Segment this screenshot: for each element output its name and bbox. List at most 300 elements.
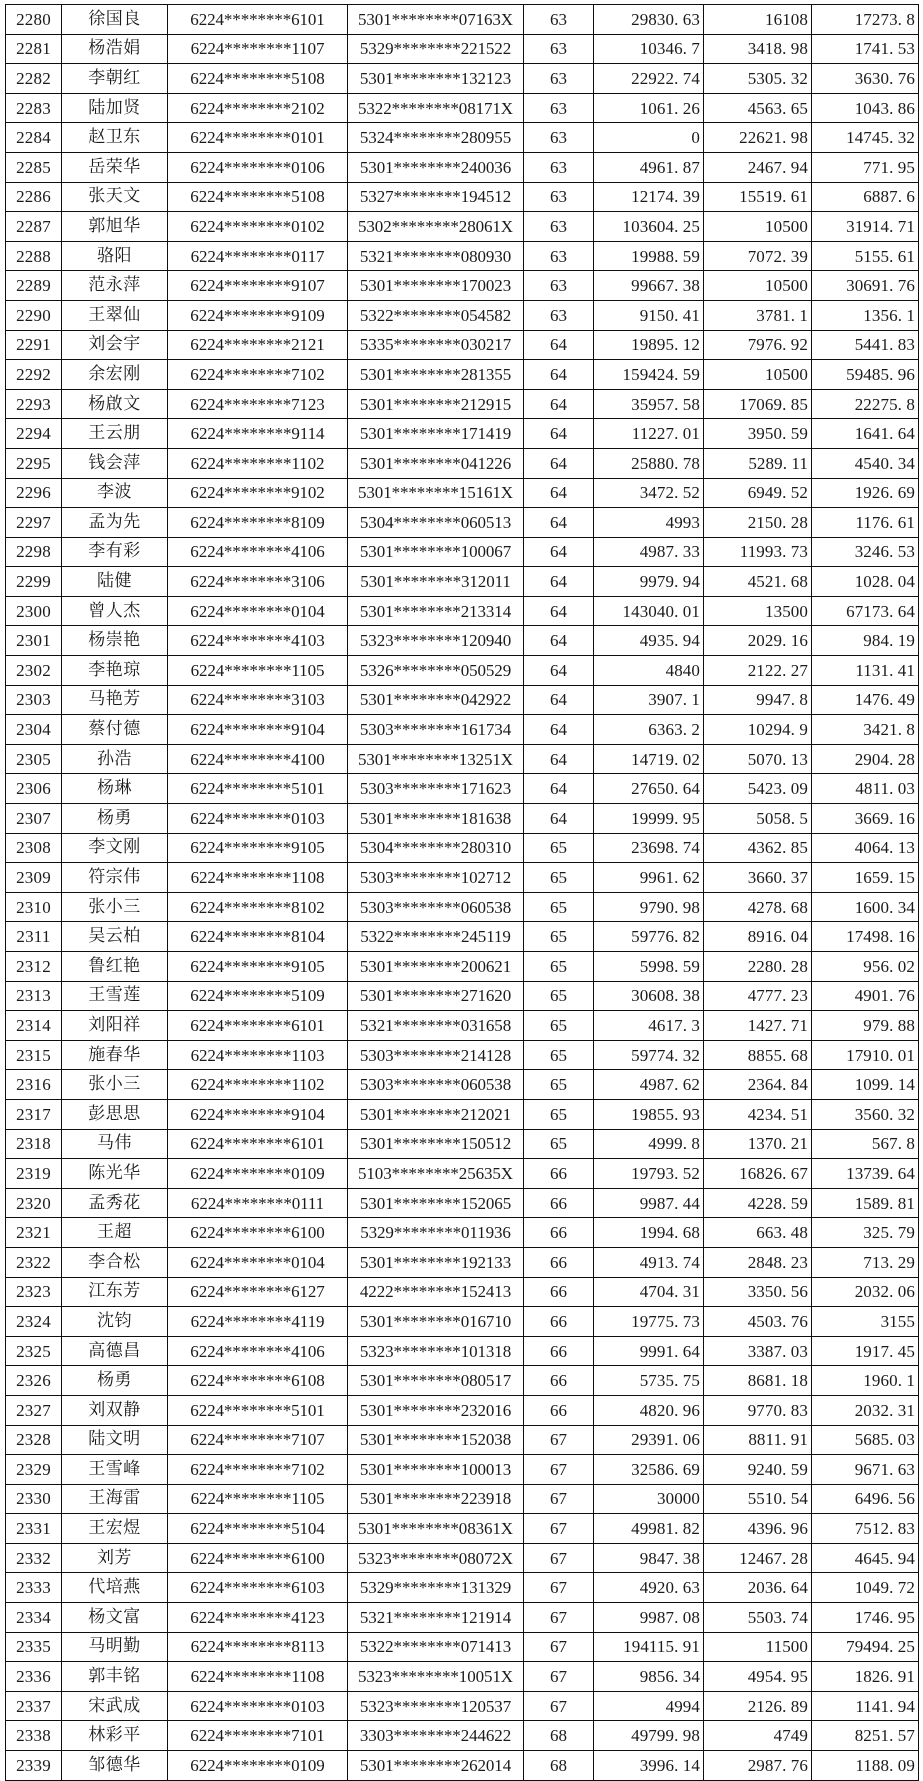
table-row[interactable] bbox=[6, 626, 919, 656]
cell-amount-secondary: 9947. 8 bbox=[704, 685, 812, 715]
cell-amount-principal: 5735. 75 bbox=[594, 1366, 704, 1396]
cell-id-card-number-masked: 5301********240036 bbox=[348, 152, 524, 182]
table-row[interactable] bbox=[6, 1070, 919, 1100]
cell-row-index: 2331 bbox=[6, 1514, 62, 1544]
cell-row-index: 2317 bbox=[6, 1099, 62, 1129]
table-row[interactable] bbox=[6, 271, 919, 301]
cell-id-card-number-masked: 5301********281355 bbox=[348, 360, 524, 390]
cell-amount-principal: 25880. 78 bbox=[594, 448, 704, 478]
cell-account-holder-name: 陈光华 bbox=[62, 1159, 168, 1189]
table-row[interactable] bbox=[6, 833, 919, 863]
cell-amount-tertiary: 1589. 81 bbox=[812, 1188, 919, 1218]
cell-amount-tertiary: 2904. 28 bbox=[812, 744, 919, 774]
cell-amount-tertiary: 713. 29 bbox=[812, 1247, 919, 1277]
cell-age: 64 bbox=[524, 656, 594, 686]
cell-amount-principal: 103604. 25 bbox=[594, 212, 704, 242]
cell-account-holder-name: 刘阳祥 bbox=[62, 1011, 168, 1041]
cell-amount-tertiary: 30691. 76 bbox=[812, 271, 919, 301]
cell-id-card-number-masked: 5103********25635X bbox=[348, 1159, 524, 1189]
cell-id-card-number-masked: 5323********120537 bbox=[348, 1691, 524, 1721]
table-row[interactable] bbox=[6, 123, 919, 153]
cell-row-index: 2303 bbox=[6, 685, 62, 715]
cell-age: 68 bbox=[524, 1721, 594, 1751]
cell-row-index: 2299 bbox=[6, 567, 62, 597]
cell-amount-principal: 14719. 02 bbox=[594, 744, 704, 774]
cell-account-holder-name: 施春华 bbox=[62, 1040, 168, 1070]
cell-id-card-number-masked: 5303********102712 bbox=[348, 863, 524, 893]
cell-row-index: 2314 bbox=[6, 1011, 62, 1041]
cell-amount-tertiary: 1141. 94 bbox=[812, 1691, 919, 1721]
cell-row-index: 2328 bbox=[6, 1425, 62, 1455]
table-row[interactable] bbox=[6, 182, 919, 212]
cell-amount-secondary: 4278. 68 bbox=[704, 892, 812, 922]
cell-amount-tertiary: 79494. 25 bbox=[812, 1632, 919, 1662]
cell-amount-secondary: 7976. 92 bbox=[704, 330, 812, 360]
cell-row-index: 2306 bbox=[6, 774, 62, 804]
cell-amount-secondary: 4503. 76 bbox=[704, 1307, 812, 1337]
cell-amount-tertiary: 1356. 1 bbox=[812, 300, 919, 330]
cell-account-holder-name: 李波 bbox=[62, 478, 168, 508]
cell-amount-secondary: 2036. 64 bbox=[704, 1573, 812, 1603]
cell-amount-principal: 9150. 41 bbox=[594, 300, 704, 330]
cell-age: 67 bbox=[524, 1691, 594, 1721]
cell-bank-card-number-masked: 6224********7102 bbox=[168, 1455, 348, 1485]
cell-bank-card-number-masked: 6224********9104 bbox=[168, 1099, 348, 1129]
cell-account-holder-name: 鲁红艳 bbox=[62, 952, 168, 982]
cell-amount-principal: 4935. 94 bbox=[594, 626, 704, 656]
cell-amount-principal: 19999. 95 bbox=[594, 804, 704, 834]
table-row[interactable] bbox=[6, 241, 919, 271]
table-row[interactable] bbox=[6, 212, 919, 242]
cell-bank-card-number-masked: 6224********5104 bbox=[168, 1514, 348, 1544]
cell-bank-card-number-masked: 6224********6101 bbox=[168, 5, 348, 35]
table-row[interactable] bbox=[6, 1395, 919, 1425]
cell-age: 68 bbox=[524, 1751, 594, 1781]
cell-bank-card-number-masked: 6224********1107 bbox=[168, 34, 348, 64]
table-row[interactable] bbox=[6, 1277, 919, 1307]
cell-amount-secondary: 16826. 67 bbox=[704, 1159, 812, 1189]
table-row[interactable] bbox=[6, 300, 919, 330]
cell-bank-card-number-masked: 6224********3103 bbox=[168, 685, 348, 715]
cell-id-card-number-masked: 5323********10051X bbox=[348, 1662, 524, 1692]
cell-amount-secondary: 12467. 28 bbox=[704, 1543, 812, 1573]
cell-id-card-number-masked: 5301********170023 bbox=[348, 271, 524, 301]
cell-amount-secondary: 1370. 21 bbox=[704, 1129, 812, 1159]
cell-bank-card-number-masked: 6224********0101 bbox=[168, 123, 348, 153]
cell-id-card-number-masked: 5321********121914 bbox=[348, 1603, 524, 1633]
cell-age: 67 bbox=[524, 1632, 594, 1662]
cell-amount-secondary: 9770. 83 bbox=[704, 1395, 812, 1425]
cell-bank-card-number-masked: 6224********0104 bbox=[168, 596, 348, 626]
cell-row-index: 2296 bbox=[6, 478, 62, 508]
cell-bank-card-number-masked: 6224********1102 bbox=[168, 448, 348, 478]
cell-row-index: 2312 bbox=[6, 952, 62, 982]
cell-id-card-number-masked: 5303********060538 bbox=[348, 892, 524, 922]
cell-row-index: 2325 bbox=[6, 1336, 62, 1366]
cell-amount-principal: 159424. 59 bbox=[594, 360, 704, 390]
cell-amount-tertiary: 1049. 72 bbox=[812, 1573, 919, 1603]
cell-id-card-number-masked: 5321********031658 bbox=[348, 1011, 524, 1041]
table-row[interactable] bbox=[6, 1188, 919, 1218]
cell-age: 63 bbox=[524, 152, 594, 182]
cell-id-card-number-masked: 5322********054582 bbox=[348, 300, 524, 330]
table-row[interactable] bbox=[6, 1247, 919, 1277]
cell-age: 67 bbox=[524, 1573, 594, 1603]
cell-row-index: 2290 bbox=[6, 300, 62, 330]
cell-row-index: 2309 bbox=[6, 863, 62, 893]
table-row[interactable] bbox=[6, 1721, 919, 1751]
cell-row-index: 2293 bbox=[6, 389, 62, 419]
cell-amount-tertiary: 2032. 06 bbox=[812, 1277, 919, 1307]
table-row[interactable] bbox=[6, 1307, 919, 1337]
cell-amount-secondary: 10500 bbox=[704, 212, 812, 242]
cell-row-index: 2326 bbox=[6, 1366, 62, 1396]
cell-amount-principal: 19895. 12 bbox=[594, 330, 704, 360]
cell-amount-tertiary: 1188. 09 bbox=[812, 1751, 919, 1781]
cell-age: 66 bbox=[524, 1188, 594, 1218]
cell-bank-card-number-masked: 6224********9107 bbox=[168, 271, 348, 301]
cell-amount-tertiary: 4064. 13 bbox=[812, 833, 919, 863]
cell-account-holder-name: 符宗伟 bbox=[62, 863, 168, 893]
table-row[interactable] bbox=[6, 596, 919, 626]
cell-amount-principal: 4913. 74 bbox=[594, 1247, 704, 1277]
cell-age: 66 bbox=[524, 1395, 594, 1425]
cell-bank-card-number-masked: 6224********8113 bbox=[168, 1632, 348, 1662]
cell-amount-tertiary: 6496. 56 bbox=[812, 1484, 919, 1514]
table-row[interactable] bbox=[6, 1632, 919, 1662]
cell-bank-card-number-masked: 6224********5108 bbox=[168, 182, 348, 212]
cell-amount-tertiary: 22275. 8 bbox=[812, 389, 919, 419]
table-row[interactable] bbox=[6, 1159, 919, 1189]
cell-account-holder-name: 李朝红 bbox=[62, 64, 168, 94]
table-row[interactable] bbox=[6, 508, 919, 538]
cell-amount-tertiary: 8251. 57 bbox=[812, 1721, 919, 1751]
cell-amount-secondary: 3387. 03 bbox=[704, 1336, 812, 1366]
cell-amount-principal: 5998. 59 bbox=[594, 952, 704, 982]
cell-account-holder-name: 郭丰铭 bbox=[62, 1662, 168, 1692]
cell-bank-card-number-masked: 6224********2121 bbox=[168, 330, 348, 360]
cell-bank-card-number-masked: 6224********2102 bbox=[168, 93, 348, 123]
cell-bank-card-number-masked: 6224********7102 bbox=[168, 360, 348, 390]
cell-id-card-number-masked: 5329********011936 bbox=[348, 1218, 524, 1248]
cell-row-index: 2305 bbox=[6, 744, 62, 774]
cell-amount-tertiary: 17273. 8 bbox=[812, 5, 919, 35]
cell-age: 63 bbox=[524, 64, 594, 94]
cell-age: 64 bbox=[524, 744, 594, 774]
table-row[interactable] bbox=[6, 1336, 919, 1366]
cell-id-card-number-masked: 5301********262014 bbox=[348, 1751, 524, 1781]
cell-amount-secondary: 4749 bbox=[704, 1721, 812, 1751]
cell-amount-secondary: 4396. 96 bbox=[704, 1514, 812, 1544]
cell-bank-card-number-masked: 6224********1108 bbox=[168, 1662, 348, 1692]
cell-amount-secondary: 13500 bbox=[704, 596, 812, 626]
table-row[interactable] bbox=[6, 1425, 919, 1455]
cell-amount-secondary: 2987. 76 bbox=[704, 1751, 812, 1781]
cell-amount-principal: 4987. 62 bbox=[594, 1070, 704, 1100]
cell-account-holder-name: 刘双静 bbox=[62, 1395, 168, 1425]
cell-age: 63 bbox=[524, 34, 594, 64]
cell-bank-card-number-masked: 6224********5108 bbox=[168, 64, 348, 94]
cell-id-card-number-masked: 5301********100013 bbox=[348, 1455, 524, 1485]
table-row[interactable] bbox=[6, 1366, 919, 1396]
cell-amount-secondary: 17069. 85 bbox=[704, 389, 812, 419]
cell-age: 67 bbox=[524, 1425, 594, 1455]
table-row[interactable] bbox=[6, 34, 919, 64]
cell-account-holder-name: 林彩平 bbox=[62, 1721, 168, 1751]
cell-amount-tertiary: 5441. 83 bbox=[812, 330, 919, 360]
cell-age: 67 bbox=[524, 1543, 594, 1573]
cell-amount-principal: 6363. 2 bbox=[594, 715, 704, 745]
cell-row-index: 2308 bbox=[6, 833, 62, 863]
table-row[interactable] bbox=[6, 389, 919, 419]
table-row[interactable] bbox=[6, 774, 919, 804]
cell-age: 64 bbox=[524, 330, 594, 360]
cell-amount-principal: 4920. 63 bbox=[594, 1573, 704, 1603]
cell-bank-card-number-masked: 6224********7101 bbox=[168, 1721, 348, 1751]
cell-amount-principal: 22922. 74 bbox=[594, 64, 704, 94]
cell-bank-card-number-masked: 6224********1105 bbox=[168, 656, 348, 686]
cell-id-card-number-masked: 5322********245119 bbox=[348, 922, 524, 952]
cell-amount-secondary: 10294. 9 bbox=[704, 715, 812, 745]
cell-amount-tertiary: 956. 02 bbox=[812, 952, 919, 982]
table-row[interactable] bbox=[6, 478, 919, 508]
cell-id-card-number-masked: 3303********244622 bbox=[348, 1721, 524, 1751]
cell-id-card-number-masked: 5301********07163X bbox=[348, 5, 524, 35]
cell-age: 65 bbox=[524, 1011, 594, 1041]
table-row[interactable] bbox=[6, 1484, 919, 1514]
cell-amount-tertiary: 3630. 76 bbox=[812, 64, 919, 94]
cell-id-card-number-masked: 5303********161734 bbox=[348, 715, 524, 745]
cell-row-index: 2288 bbox=[6, 241, 62, 271]
cell-id-card-number-masked: 5301********312011 bbox=[348, 567, 524, 597]
cell-amount-tertiary: 1131. 41 bbox=[812, 656, 919, 686]
table-row[interactable] bbox=[6, 419, 919, 449]
cell-amount-tertiary: 1176. 61 bbox=[812, 508, 919, 538]
cell-amount-principal: 4994 bbox=[594, 1691, 704, 1721]
table-row[interactable] bbox=[6, 1751, 919, 1781]
cell-row-index: 2332 bbox=[6, 1543, 62, 1573]
table-row[interactable] bbox=[6, 330, 919, 360]
table-row[interactable] bbox=[6, 863, 919, 893]
cell-amount-tertiary: 325. 79 bbox=[812, 1218, 919, 1248]
table-row[interactable] bbox=[6, 537, 919, 567]
cell-amount-tertiary: 59485. 96 bbox=[812, 360, 919, 390]
cell-amount-tertiary: 567. 8 bbox=[812, 1129, 919, 1159]
cell-age: 64 bbox=[524, 360, 594, 390]
cell-account-holder-name: 骆阳 bbox=[62, 241, 168, 271]
cell-account-holder-name: 张小三 bbox=[62, 1070, 168, 1100]
cell-amount-principal: 3996. 14 bbox=[594, 1751, 704, 1781]
cell-id-card-number-masked: 5322********08171X bbox=[348, 93, 524, 123]
cell-id-card-number-masked: 5301********223918 bbox=[348, 1484, 524, 1514]
table-row[interactable] bbox=[6, 892, 919, 922]
cell-bank-card-number-masked: 6224********0103 bbox=[168, 1691, 348, 1721]
cell-account-holder-name: 马艳芳 bbox=[62, 685, 168, 715]
cell-account-holder-name: 钱会萍 bbox=[62, 448, 168, 478]
cell-amount-secondary: 5070. 13 bbox=[704, 744, 812, 774]
cell-id-card-number-masked: 5301********041226 bbox=[348, 448, 524, 478]
cell-account-holder-name: 杨啟文 bbox=[62, 389, 168, 419]
cell-row-index: 2329 bbox=[6, 1455, 62, 1485]
cell-age: 65 bbox=[524, 952, 594, 982]
cell-amount-secondary: 9240. 59 bbox=[704, 1455, 812, 1485]
table-row[interactable] bbox=[6, 1603, 919, 1633]
table-row[interactable] bbox=[6, 1218, 919, 1248]
cell-amount-principal: 12174. 39 bbox=[594, 182, 704, 212]
cell-bank-card-number-masked: 6224********1103 bbox=[168, 1040, 348, 1070]
cell-amount-secondary: 6949. 52 bbox=[704, 478, 812, 508]
cell-row-index: 2286 bbox=[6, 182, 62, 212]
cell-amount-secondary: 4228. 59 bbox=[704, 1188, 812, 1218]
table-row[interactable] bbox=[6, 1040, 919, 1070]
table-row[interactable] bbox=[6, 922, 919, 952]
cell-row-index: 2337 bbox=[6, 1691, 62, 1721]
cell-row-index: 2282 bbox=[6, 64, 62, 94]
table-row[interactable] bbox=[6, 1099, 919, 1129]
cell-bank-card-number-masked: 6224********0102 bbox=[168, 212, 348, 242]
cell-account-holder-name: 郭旭华 bbox=[62, 212, 168, 242]
cell-bank-card-number-masked: 6224********0109 bbox=[168, 1751, 348, 1781]
cell-row-index: 2300 bbox=[6, 596, 62, 626]
cell-bank-card-number-masked: 6224********4100 bbox=[168, 744, 348, 774]
cell-amount-secondary: 5423. 09 bbox=[704, 774, 812, 804]
cell-row-index: 2318 bbox=[6, 1129, 62, 1159]
cell-amount-principal: 9987. 08 bbox=[594, 1603, 704, 1633]
table-row[interactable] bbox=[6, 64, 919, 94]
table-row[interactable] bbox=[6, 715, 919, 745]
cell-bank-card-number-masked: 6224********8102 bbox=[168, 892, 348, 922]
cell-id-card-number-masked: 5335********030217 bbox=[348, 330, 524, 360]
cell-bank-card-number-masked: 6224********1102 bbox=[168, 1070, 348, 1100]
table-row[interactable] bbox=[6, 685, 919, 715]
cell-row-index: 2336 bbox=[6, 1662, 62, 1692]
cell-account-holder-name: 彭思思 bbox=[62, 1099, 168, 1129]
cell-amount-principal: 11227. 01 bbox=[594, 419, 704, 449]
cell-amount-tertiary: 31914. 71 bbox=[812, 212, 919, 242]
cell-amount-secondary: 4362. 85 bbox=[704, 833, 812, 863]
cell-bank-card-number-masked: 6224********5101 bbox=[168, 774, 348, 804]
table-row[interactable] bbox=[6, 1129, 919, 1159]
cell-row-index: 2297 bbox=[6, 508, 62, 538]
cell-amount-principal: 19988. 59 bbox=[594, 241, 704, 271]
cell-amount-principal: 4704. 31 bbox=[594, 1277, 704, 1307]
cell-account-holder-name: 马伟 bbox=[62, 1129, 168, 1159]
cell-row-index: 2298 bbox=[6, 537, 62, 567]
cell-row-index: 2313 bbox=[6, 981, 62, 1011]
cell-id-card-number-masked: 5301********232016 bbox=[348, 1395, 524, 1425]
cell-row-index: 2320 bbox=[6, 1188, 62, 1218]
cell-amount-tertiary: 1960. 1 bbox=[812, 1366, 919, 1396]
cell-bank-card-number-masked: 6224********1105 bbox=[168, 1484, 348, 1514]
cell-amount-secondary: 5510. 54 bbox=[704, 1484, 812, 1514]
cell-id-card-number-masked: 4222********152413 bbox=[348, 1277, 524, 1307]
table-row[interactable] bbox=[6, 656, 919, 686]
cell-amount-principal: 19775. 73 bbox=[594, 1307, 704, 1337]
cell-amount-secondary: 2126. 89 bbox=[704, 1691, 812, 1721]
table-row[interactable] bbox=[6, 360, 919, 390]
cell-amount-tertiary: 9671. 63 bbox=[812, 1455, 919, 1485]
cell-amount-tertiary: 3669. 16 bbox=[812, 804, 919, 834]
table-row[interactable] bbox=[6, 1455, 919, 1485]
table-row[interactable] bbox=[6, 448, 919, 478]
cell-amount-principal: 35957. 58 bbox=[594, 389, 704, 419]
cell-age: 64 bbox=[524, 478, 594, 508]
cell-id-card-number-masked: 5304********280310 bbox=[348, 833, 524, 863]
cell-bank-card-number-masked: 6224********7107 bbox=[168, 1425, 348, 1455]
cell-account-holder-name: 孟秀花 bbox=[62, 1188, 168, 1218]
cell-bank-card-number-masked: 6224********0103 bbox=[168, 804, 348, 834]
table-row[interactable] bbox=[6, 804, 919, 834]
table-row[interactable] bbox=[6, 152, 919, 182]
cell-id-card-number-masked: 5301********271620 bbox=[348, 981, 524, 1011]
cell-row-index: 2319 bbox=[6, 1159, 62, 1189]
cell-amount-tertiary: 3560. 32 bbox=[812, 1099, 919, 1129]
cell-row-index: 2284 bbox=[6, 123, 62, 153]
cell-amount-secondary: 4954. 95 bbox=[704, 1662, 812, 1692]
cell-amount-secondary: 4234. 51 bbox=[704, 1099, 812, 1129]
cell-id-card-number-masked: 5301********132123 bbox=[348, 64, 524, 94]
cell-age: 64 bbox=[524, 685, 594, 715]
cell-bank-card-number-masked: 6224********4103 bbox=[168, 626, 348, 656]
cell-id-card-number-masked: 5322********071413 bbox=[348, 1632, 524, 1662]
cell-account-holder-name: 张天文 bbox=[62, 182, 168, 212]
table-row[interactable] bbox=[6, 1011, 919, 1041]
table-row[interactable] bbox=[6, 1514, 919, 1544]
cell-id-card-number-masked: 5323********101318 bbox=[348, 1336, 524, 1366]
cell-account-holder-name: 杨勇 bbox=[62, 1366, 168, 1396]
cell-amount-principal: 29830. 63 bbox=[594, 5, 704, 35]
cell-amount-principal: 49981. 82 bbox=[594, 1514, 704, 1544]
cell-age: 64 bbox=[524, 774, 594, 804]
cell-amount-secondary: 8811. 91 bbox=[704, 1425, 812, 1455]
cell-row-index: 2287 bbox=[6, 212, 62, 242]
table-row[interactable] bbox=[6, 1573, 919, 1603]
cell-account-holder-name: 王翠仙 bbox=[62, 300, 168, 330]
cell-id-card-number-masked: 5303********214128 bbox=[348, 1040, 524, 1070]
table-row[interactable] bbox=[6, 567, 919, 597]
cell-account-holder-name: 陆健 bbox=[62, 567, 168, 597]
cell-id-card-number-masked: 5301********08361X bbox=[348, 1514, 524, 1544]
table-row[interactable] bbox=[6, 1543, 919, 1573]
table-row[interactable] bbox=[6, 952, 919, 982]
cell-bank-card-number-masked: 6224********0109 bbox=[168, 1159, 348, 1189]
cell-amount-secondary: 8855. 68 bbox=[704, 1040, 812, 1070]
cell-age: 66 bbox=[524, 1336, 594, 1366]
cell-account-holder-name: 吴云柏 bbox=[62, 922, 168, 952]
cell-account-holder-name: 杨文富 bbox=[62, 1603, 168, 1633]
cell-id-card-number-masked: 5329********131329 bbox=[348, 1573, 524, 1603]
table-row[interactable] bbox=[6, 93, 919, 123]
table-row[interactable] bbox=[6, 1691, 919, 1721]
cell-amount-tertiary: 1099. 14 bbox=[812, 1070, 919, 1100]
cell-bank-card-number-masked: 6224********4119 bbox=[168, 1307, 348, 1337]
cell-amount-principal: 4993 bbox=[594, 508, 704, 538]
cell-amount-secondary: 10500 bbox=[704, 271, 812, 301]
cell-amount-tertiary: 1826. 91 bbox=[812, 1662, 919, 1692]
cell-amount-principal: 19855. 93 bbox=[594, 1099, 704, 1129]
table-row[interactable] bbox=[6, 744, 919, 774]
table-row[interactable] bbox=[6, 981, 919, 1011]
cell-amount-principal: 29391. 06 bbox=[594, 1425, 704, 1455]
cell-account-holder-name: 杨勇 bbox=[62, 804, 168, 834]
cell-amount-principal: 9856. 34 bbox=[594, 1662, 704, 1692]
cell-amount-tertiary: 17910. 01 bbox=[812, 1040, 919, 1070]
cell-age: 66 bbox=[524, 1277, 594, 1307]
table-row[interactable] bbox=[6, 1662, 919, 1692]
cell-amount-principal: 3907. 1 bbox=[594, 685, 704, 715]
cell-age: 63 bbox=[524, 93, 594, 123]
table-row[interactable] bbox=[6, 5, 919, 35]
